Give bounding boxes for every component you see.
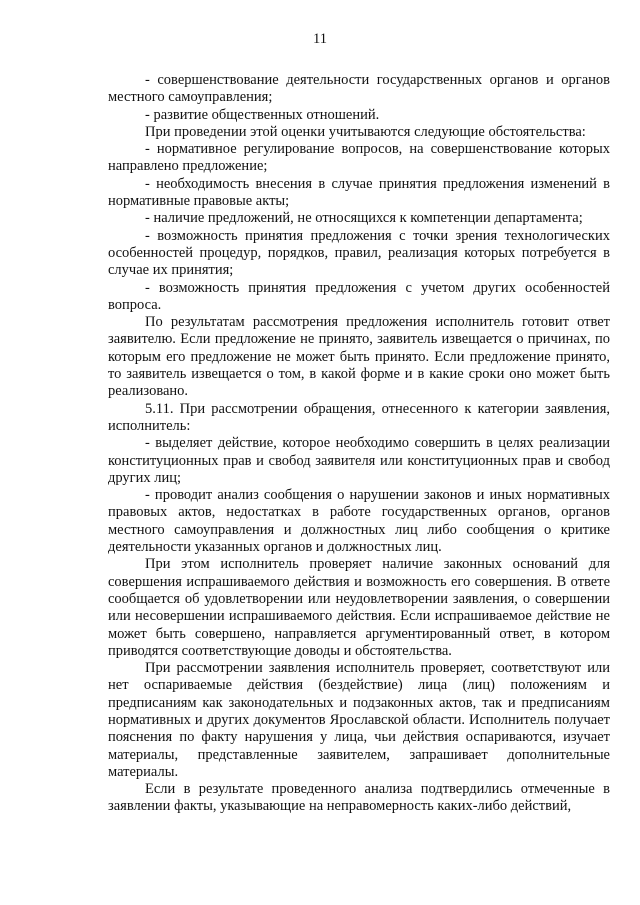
paragraph: По результатам рассмотрения предложения исполнитель готовит ответ заявителю. Если предложение не принято, заявитель извещается о причинах, по которым его предложение не может быть принято. Если предложение принято, то заявитель извещается о том, в какой форме и в какие сроки оно может быть реализовано. (108, 314, 610, 400)
paragraph: - проводит анализ сообщения о нарушении законов и иных нормативных правовых актов, недостатках в работе государственных органов, органов местного самоуправления и должностных лиц либо сообщения о критике деятельности указанных органов и должностных лиц. (108, 487, 610, 556)
paragraph: При проведении этой оценки учитываются следующие обстоятельства: (145, 123, 586, 140)
paragraph: - наличие предложений, не относящихся к компетенции департамента; (145, 210, 583, 227)
paragraph: - выделяет действие, которое необходимо совершить в целях реализации конституционных прав и свобод заявителя или конституционных прав и свобод других лиц; (108, 435, 610, 486)
paragraph: 5.11. При рассмотрении обращения, отнесенного к категории заявления, исполнитель: (108, 400, 610, 434)
paragraph: - нормативное регулирование вопросов, на совершенствование которых направлено предложение; (108, 141, 610, 175)
paragraph: - возможность принятия предложения с точки зрения технологических особенностей процедур, порядков, правил, реализация которых потребуется в случае их принятия; (108, 227, 610, 279)
document-body (108, 72, 610, 816)
paragraph: - возможность принятия предложения с учетом других особенностей вопроса. (108, 279, 610, 313)
paragraph: - развитие общественных отношений. (145, 106, 380, 123)
paragraph: При рассмотрении заявления исполнитель проверяет, соответствуют или нет оспариваемые действия (бездействие) лица (лиц) положениям и предписаниям как законодательных и подзаконных актов, так и предписаниям нормативных и других документов Ярославской области. Исполнитель получает пояснения по факту нарушения у лица, чьи действия оспариваются, изучает материалы, представленные заявителем, запрашивает дополнительные материалы. (108, 660, 610, 780)
paragraph: Если в результате проведенного анализа подтвердились отмеченные в заявлении факты, указывающие на неправомерность каких-либо действий, (108, 781, 610, 815)
paragraph: - необходимость внесения в случае принятия предложения изменений в нормативные правовые акты; (108, 175, 610, 210)
page-number: 11 (313, 31, 327, 47)
paragraph: - совершенствование деятельности государственных органов и органов местного самоуправления; (108, 72, 610, 106)
paragraph: При этом исполнитель проверяет наличие законных оснований для совершения испрашиваемого действия и возможность его совершения. В ответе сообщается об удовлетворении или неудовлетворении заявления, о совершении или несовершении испрашиваемого действия. Если испрашиваемое действие не может быть совершено, направляется аргументированный ответ, в котором приводятся соответствующие доводы и обстоятельства. (108, 556, 610, 659)
